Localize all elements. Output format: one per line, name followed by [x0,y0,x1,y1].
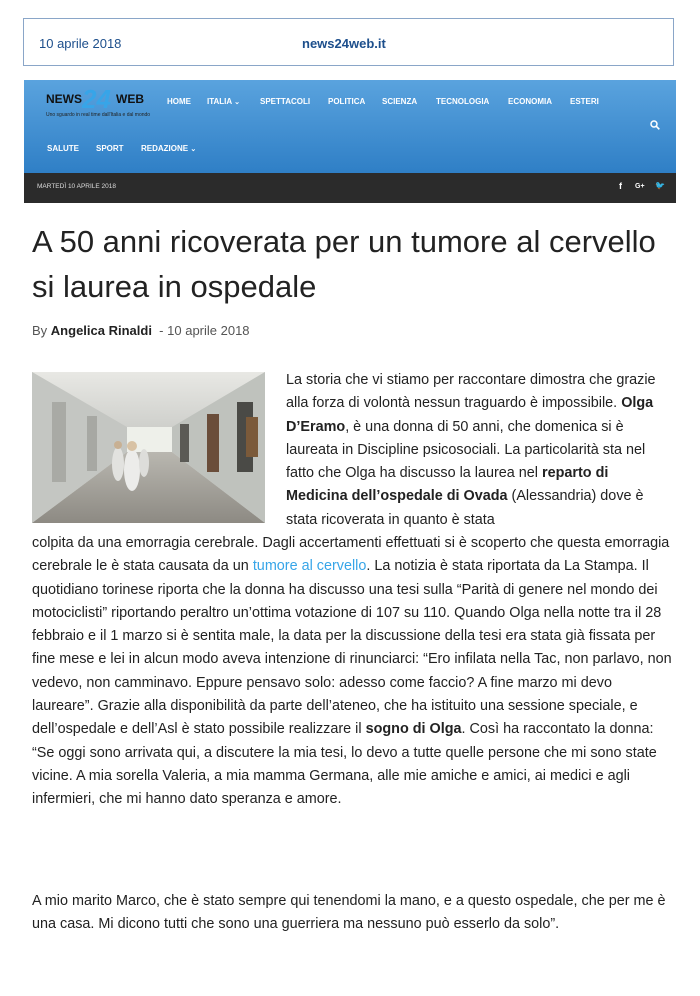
text-run: La storia che vi stiamo per raccontare dimostra che grazie alla forza di volontà nessun traguardo è impossibile. [286,372,656,412]
article-paragraph-1 [286,369,658,532]
menu-item-redazione[interactable] [141,144,196,153]
site-name[interactable]: news24web.it [302,36,386,51]
hospital-corridor-photo [32,372,265,523]
text-run: . Così ha raccontato la donna: “Se oggi sono arrivata qui, a discutere la mia tesi, lo devo a tutte quelle persone che mi sono state vicine. A mia sorella Valeria, a mia mamma Germana, alle mie amiche e amici, ai medici e agli infermieri, che mi hanno dato speranza e amore. [32,721,657,808]
top-bar [24,173,676,203]
menu-item-label: REDAZIONE [141,144,189,153]
text-run-bold: sogno di Olga [365,721,462,738]
byline [32,323,250,338]
menu-item-sport[interactable]: SPORT [96,144,124,153]
main-navigation [24,80,676,173]
byline-separator: - [159,323,164,338]
search-icon[interactable] [650,120,660,130]
logo-web: WEB [116,92,144,106]
menu-item-salute[interactable]: SALUTE [47,144,79,153]
menu-item-italia[interactable] [207,97,240,106]
article-title: A 50 anni ricoverata per un tumore al cervello si laurea in ospedale [32,224,656,304]
header-date: 10 aprile 2018 [39,36,122,51]
text-run-bold: reparto di Medicina dell’ospedale di Ovada [286,465,609,505]
chevron-down-icon: ⌄ [234,99,240,106]
menu-item-home[interactable]: HOME [167,97,191,106]
logo-tagline: Uno sguardo in real time dall'Italia e dal mondo [46,112,151,118]
author-link[interactable]: Angelica Rinaldi [50,323,152,338]
chevron-down-icon: ⌄ [190,146,197,153]
facebook-icon[interactable]: f [619,181,622,191]
site-logo[interactable] [46,84,166,122]
menu-item-tecnologia[interactable]: TECNOLOGIA [436,97,490,106]
article-paragraph-2 [32,532,672,812]
text-run: (Alessandria) dove è stata ricoverata in quanto è stata [286,488,644,528]
menu-item-economia[interactable]: ECONOMIA [508,97,552,106]
text-run: colpita da una emorragia cerebrale. Dagli accertamenti effettuati si è scoperto che questa emorragia cerebrale le è stata causata da un [32,535,670,575]
menu-item-esteri[interactable]: ESTERI [570,97,599,106]
twitter-icon[interactable]: 🐦 [655,181,665,190]
article-paragraph-3: A mio marito Marco, che è stato sempre qui tenendomi la mano, e a questo ospedale, che per me è una casa. Mi dicono tutti che sono una guerriera ma nessuno può esserlo da solo”. [32,893,666,933]
menu-item-scienza[interactable]: SCIENZA [382,97,418,106]
topbar-date: MARTEDÌ 10 APRILE 2018 [37,183,117,190]
logo-24: 24 [82,84,111,114]
text-run: . La notizia è stata riportata da La Stampa. Il quotidiano torinese riporta che la donna ha discusso una tesi sulla “Parità di genere nel mondo dei motociclisti” riportando peraltro un’ottima votazione di 107 su 110. Quando Olga nella notte tra il 28 febbraio e il 1 marzo si è sentita male, la data per la discussione della tesi era stata già fissata per fine mese e lei in alcun modo aveva intenzione di rinunciarci: “Ero infilata nella Tac, non parlavo, non vedevo, non camminavo. Eppure pensavo solo: adesso come faccio? A fine marzo mi devo laureare”. Grazie alla disponibilità da parte dell’ateneo, che ha istituito una sessione speciale, e dell’ospedale e dell’Asl è stato possibile realizzare il [32,558,672,738]
menu-item-politica[interactable]: POLITICA [328,97,366,106]
byline-prefix: By [32,323,48,338]
google-plus-icon[interactable]: G+ [635,183,645,190]
text-run: , è una donna di 50 anni, che domenica si è laureata in Discipline psicosociali. La particolarità sta nel fatto che Olga ha discusso la laurea nel [286,418,646,482]
date-box [23,18,674,66]
article-date: 10 aprile 2018 [167,323,250,338]
menu-item-spettacoli[interactable]: SPETTACOLI [260,97,311,106]
text-run-bold: Olga D’Eramo [286,395,654,435]
menu-item-label: ITALIA [207,97,232,106]
tumore-cervello-link[interactable]: tumore al cervello [252,558,367,575]
logo-news: NEWS [46,92,82,106]
